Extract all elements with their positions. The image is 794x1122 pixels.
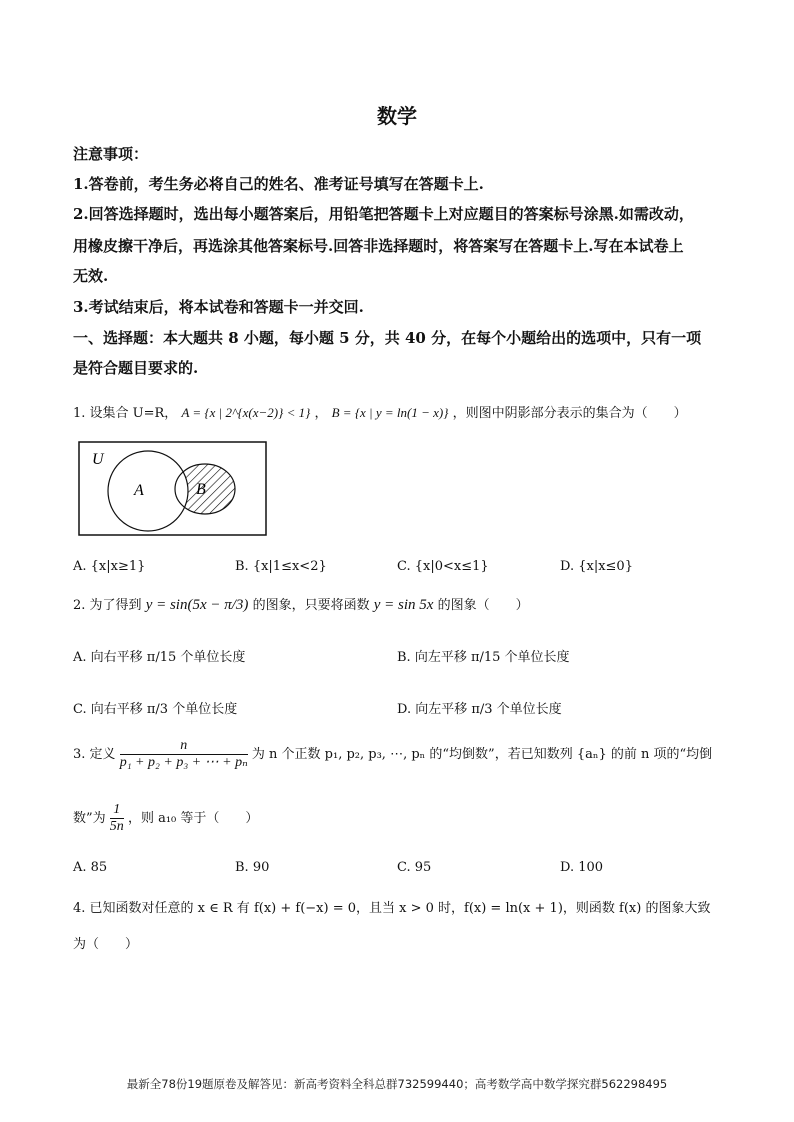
q3-text-2b: ，则 a₁₀ 等于（ ） [127,811,259,826]
q1-suffix: ，则图中阴影部分表示的集合为（ ） [452,406,687,421]
section-heading-line-1: 一、选择题：本大题共 8 小题，每小题 5 分，共 40 分，在每个小题给出的选项中，只有一项 [73,329,702,347]
q1-option-d: D. {x|x≤0} [560,559,633,574]
note-item-2-line-2: 用橡皮擦干净后，再选涂其他答案标号.回答非选择题时，将答案写在答题卡上.写在本试卷上 [73,237,684,255]
q1-set-b: B = {x | y = ln(1 − x)} [331,405,449,420]
q3-fraction-2-denominator: 5n [109,819,124,834]
q3-fraction-2 [110,802,124,835]
q3-fraction-numerator: n [120,738,248,755]
q2-option-a: A. 向右平移 π/15 个单位长度 [73,650,246,665]
q2-function-2: y = sin 5x [373,597,434,613]
universal-set-rect [79,442,266,535]
notes-heading: 注意事项： [73,145,149,163]
q1-option-a: A. {x|x≥1} [73,559,146,574]
page-footer: 最新全78份19题原卷及解答见：新高考资料全科总群732599440；高考数学高中数学探究群562298495 [126,1077,668,1091]
note-item-2-line-1: 2.回答选择题时，选出每小题答案后，用铅笔把答题卡上对应题目的答案标号涂黑.如需改动， [73,205,694,223]
q3-option-b: B. 90 [235,860,270,875]
q2-option-c: C. 向右平移 π/3 个单位长度 [73,702,238,717]
question-1: 1. 设集合 U=R， A = {x | 2^{x(x−2)} < 1} ， B = {x | y = ln(1 − x)} ，则图中阴影部分表示的集合为（ ） [73,405,687,421]
question-4-line-1: 4. 已知函数对任意的 x ∈ R 有 f(x) + f(−x) = 0，且当 x > 0 时，f(x) = ln(x + 1)，则函数 f(x) 的图象大致 [73,901,711,916]
q3-prefix: 3. 定义 [73,747,116,762]
q2-option-d: D. 向左平移 π/3 个单位长度 [397,702,562,717]
section-heading-line-2: 是符合题目要求的. [73,359,199,377]
q3-text-2a: 数”为 [73,811,106,826]
q1-option-b: B. {x|1≤x<2} [235,559,327,574]
q3-text-1: 为 n 个正数 p₁, p₂, p₃, ⋯, pₙ 的“均倒数”，若已知数列 {aₙ} 的前 n 项的“均倒 [251,747,713,762]
q3-option-d: D. 100 [560,860,604,875]
question-3-line-1 [73,738,712,771]
q3-option-c: C. 95 [397,860,432,875]
note-item-3: 3.考试结束后，将本试卷和答题卡一并交回. [73,298,364,316]
q3-fraction [120,738,248,771]
q2-suffix: 的图象（ ） [437,598,529,613]
q1-prefix: 1. 设集合 U=R， [73,406,178,421]
q1-option-c: C. {x|0<x≤1} [397,559,489,574]
note-item-1: 1.答卷前，考生务必将自己的姓名、准考证号填写在答题卡上. [73,175,484,193]
page-title: 数学 [377,104,417,128]
q2-option-b: B. 向左平移 π/15 个单位长度 [397,650,570,665]
q2-prefix: 2. 为了得到 [73,598,142,613]
q1-set-a: A = {x | 2^{x(x−2)} < 1} [181,405,311,420]
question-4-line-2: 为（ ） [73,937,139,952]
q2-function: y = sin(5x − π/3) [145,597,249,613]
q3-fraction-2-numerator: 1 [110,802,124,819]
q2-middle: 的图象，只要将函数 [252,598,370,613]
venn-diagram [78,441,268,537]
venn-label-u: U [92,451,104,468]
venn-label-b: B [196,481,206,498]
venn-label-a: A [134,482,144,499]
note-item-2-line-3: 无效. [73,267,109,285]
q3-fraction-denominator: p₁ + p₂ + p₃ + ⋯ + pₙ [119,755,248,770]
question-3-line-2 [73,802,258,835]
question-2 [73,594,529,614]
q3-option-a: A. 85 [73,860,108,875]
